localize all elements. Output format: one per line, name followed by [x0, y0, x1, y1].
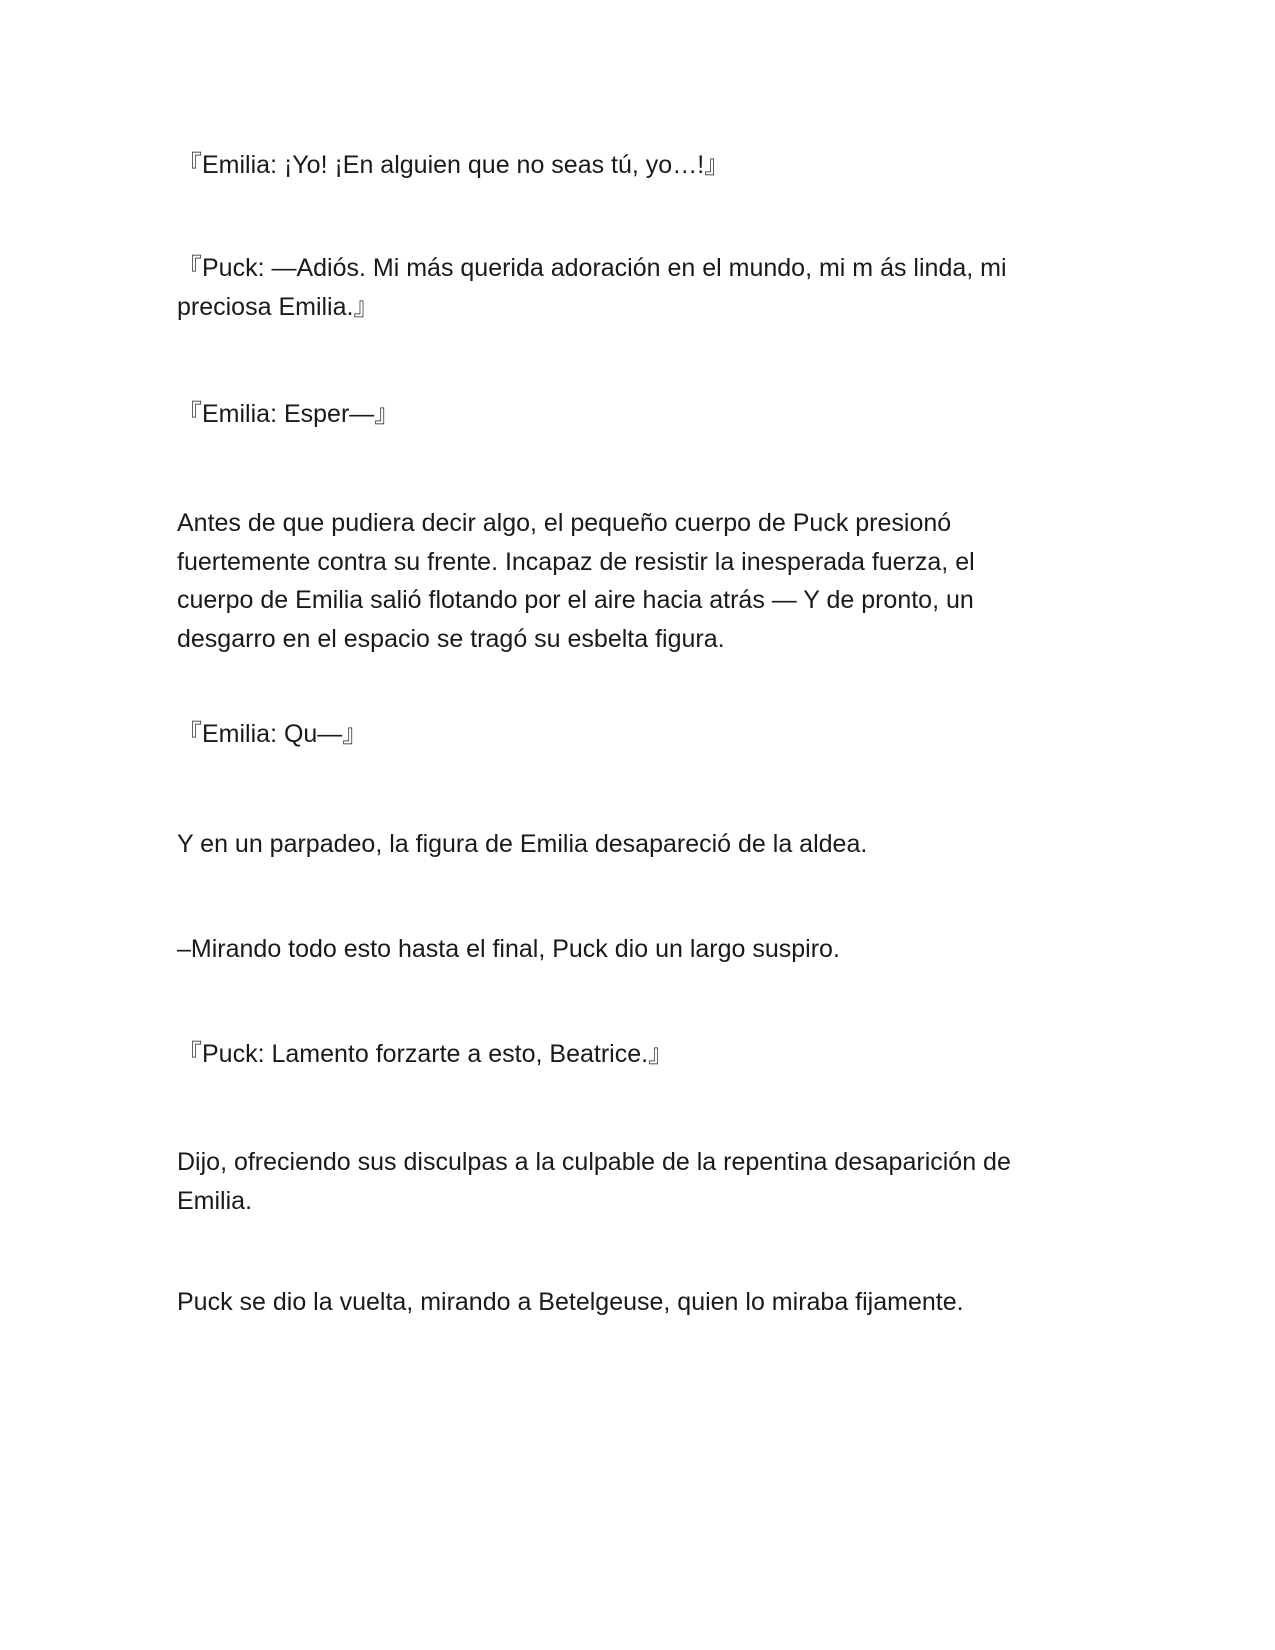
dialogue-emilia-2: [177, 395, 1077, 434]
paragraph-text: –Mirando todo esto hasta el final, Puck dio un largo suspiro.: [177, 935, 840, 963]
narration-paragraph-4: [177, 1143, 1077, 1220]
narration-paragraph-3: [177, 930, 1077, 969]
paragraph-text: 『Emilia: Qu—』: [177, 720, 368, 748]
dialogue-emilia-1: [177, 146, 1077, 185]
paragraph-text: 『Puck: Lamento forzarte a esto, Beatrice.』: [177, 1040, 674, 1068]
narration-paragraph-2: [177, 825, 1077, 864]
paragraph-line: fuertemente contra su frente. Incapaz de resistir la inesperada fuerza, el: [177, 547, 975, 576]
narration-paragraph-1: [177, 504, 1077, 658]
paragraph-line: preciosa Emilia.』: [177, 292, 379, 321]
paragraph-line: 『Puck: —Adiós. Mi más querida adoración en el mundo, mi m ás linda, mi: [177, 254, 1007, 282]
dialogue-puck-2: [177, 1035, 1077, 1074]
paragraph-line: Emilia.: [177, 1186, 253, 1215]
paragraph-line: Antes de que pudiera decir algo, el pequeño cuerpo de Puck presionó: [177, 509, 952, 537]
paragraph-line: Dijo, ofreciendo sus disculpas a la culpable de la repentina desaparición de: [177, 1148, 1011, 1176]
paragraph-text: 『Emilia: Esper—』: [177, 400, 400, 428]
paragraph-text: Y en un parpadeo, la figura de Emilia desapareció de la aldea.: [177, 830, 868, 858]
narration-paragraph-5: [177, 1283, 1077, 1322]
paragraph-text: Puck se dio la vuelta, mirando a Betelgeuse, quien lo miraba fijamente.: [177, 1288, 964, 1316]
paragraph-text: 『Emilia: ¡Yo! ¡En alguien que no seas tú, yo…!』: [177, 151, 730, 179]
dialogue-emilia-3: [177, 715, 1077, 754]
paragraph-line: desgarro en el espacio se tragó su esbelta figura.: [177, 624, 725, 653]
paragraph-line: cuerpo de Emilia salió flotando por el aire hacia atrás — Y de pronto, un: [177, 586, 974, 614]
dialogue-puck-1: [177, 249, 1077, 326]
